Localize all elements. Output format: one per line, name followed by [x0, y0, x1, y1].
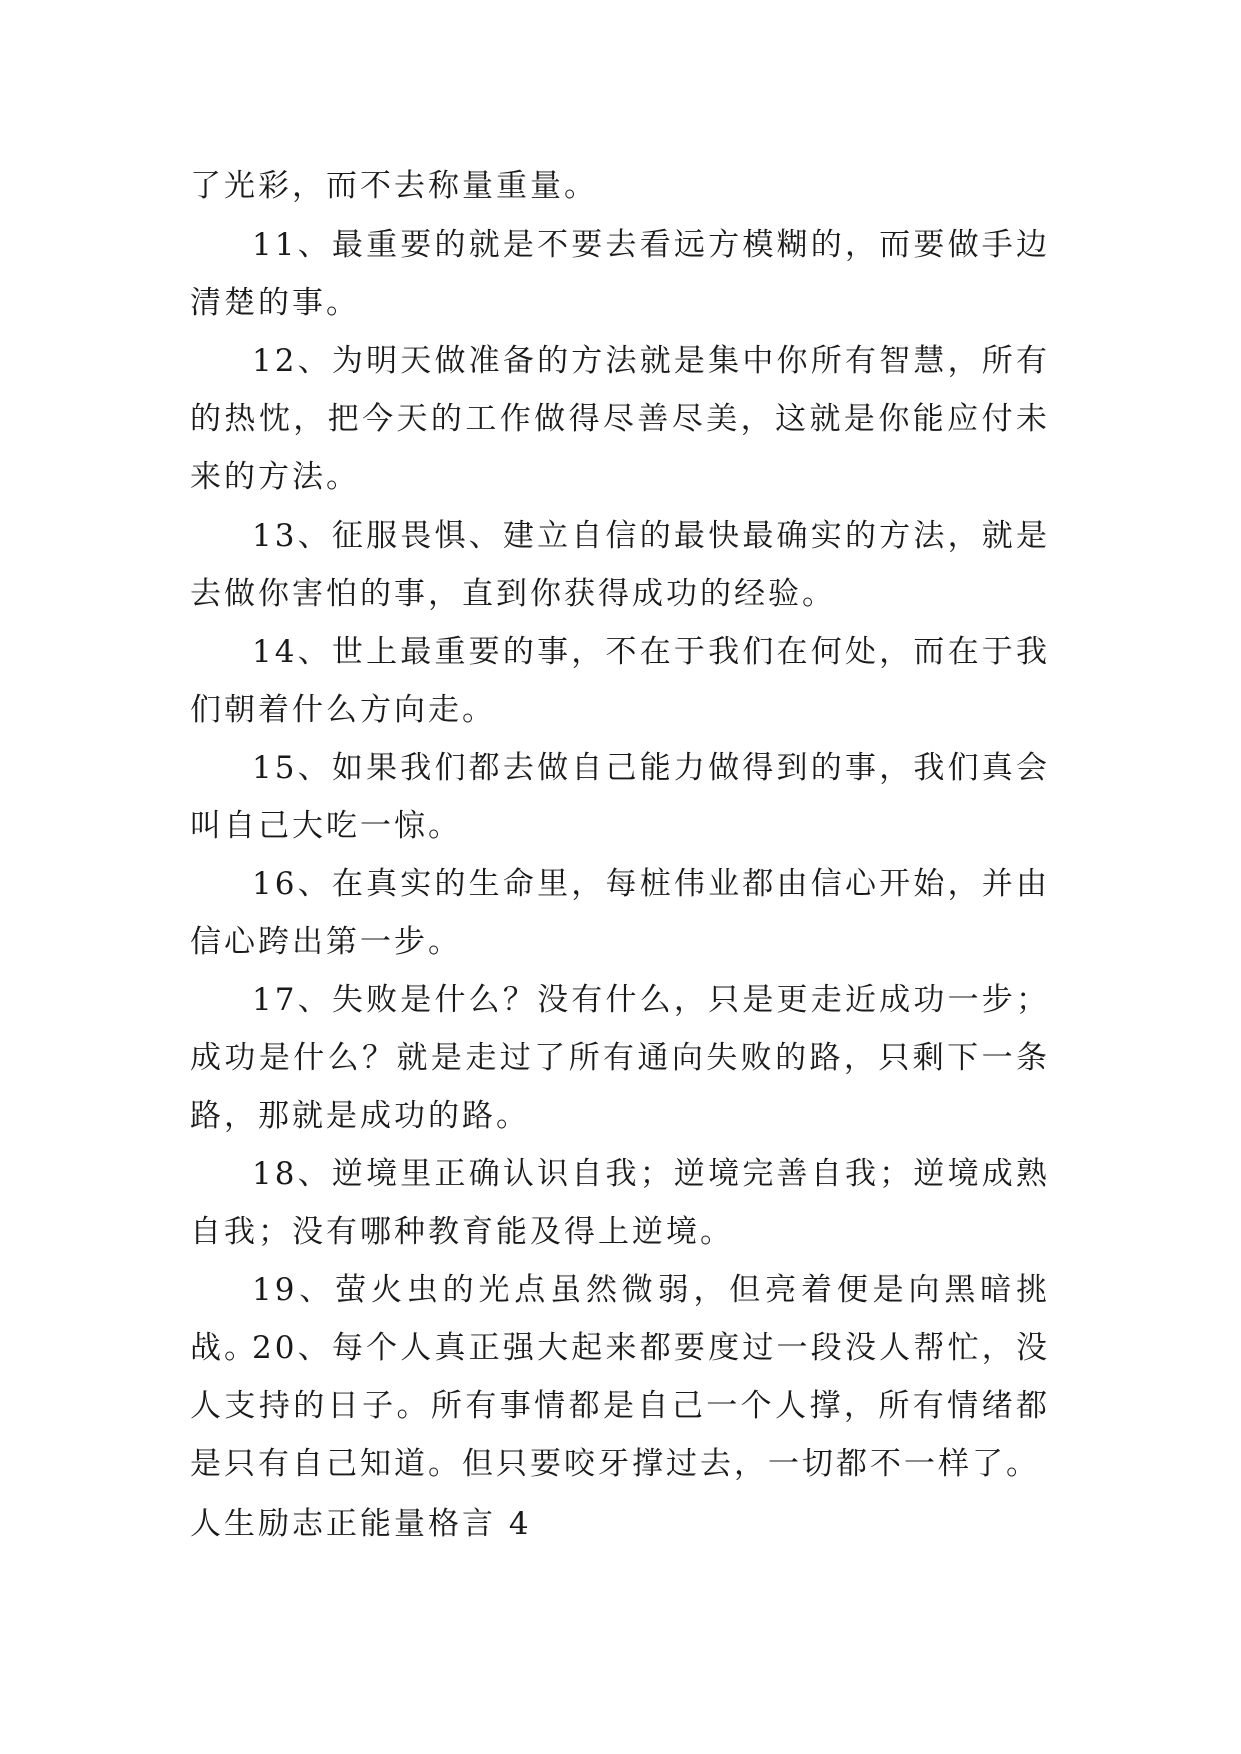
quote-19: 19、萤火虫的光点虽然微弱，但亮着便是向黑暗挑战。: [190, 1272, 1050, 1366]
quote-12: 12、为明天做准备的方法就是集中你所有智慧，所有的热忱，把今天的工作做得尽善尽美，这就是你能应付未来的方法。: [190, 343, 1050, 495]
quote-20: 20、每个人真正强大起来都要度过一段没人帮忙，没人支持的日子。所有事情都是自己一个人撑，所有情绪都是只有自己知道。但只要咬牙撑过去，一切都不一样了。: [190, 1330, 1050, 1482]
section-heading: 人生励志正能量格言 4: [190, 1506, 532, 1542]
quote-17: 17、失败是什么？没有什么，只是更走近成功一步；成功是什么？就是走过了所有通向失败的路，只剩下一条路，那就是成功的路。: [190, 982, 1050, 1134]
quote-16: 16、在真实的生命里，每桩伟业都由信心开始，并由信心跨出第一步。: [190, 866, 1050, 960]
quote-13: 13、征服畏惧、建立自信的最快最确实的方法，就是去做你害怕的事，直到你获得成功的经验。: [190, 518, 1050, 612]
quote-18: 18、逆境里正确认识自我；逆境完善自我；逆境成熟自我；没有哪种教育能及得上逆境。: [190, 1156, 1050, 1250]
quote-15: 15、如果我们都去做自己能力做得到的事，我们真会叫自己大吃一惊。: [190, 750, 1050, 844]
quote-14: 14、世上最重要的事，不在于我们在何处，而在于我们朝着什么方向走。: [190, 634, 1050, 728]
paragraph-continuation: 了光彩，而不去称量重量。: [190, 168, 598, 204]
quote-11: 11、最重要的就是不要去看远方模糊的，而要做手边清楚的事。: [190, 227, 1050, 321]
